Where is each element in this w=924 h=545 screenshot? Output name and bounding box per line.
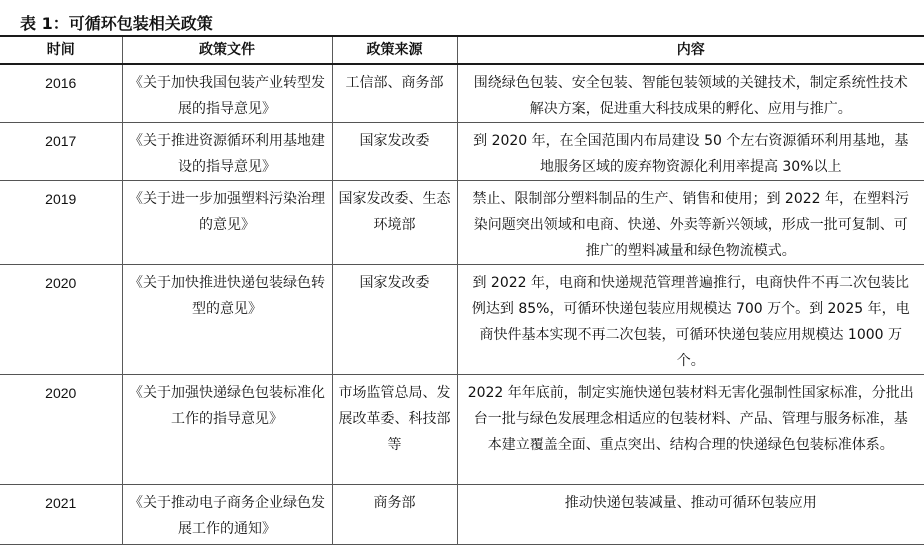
row-year: 2021 — [0, 485, 122, 545]
row-year: 2020 — [0, 265, 122, 375]
row-year: 2020 — [0, 375, 122, 485]
row-policy: 《关于加快我国包装产业转型发展的指导意见》 — [122, 64, 332, 123]
row-year: 2019 — [0, 181, 122, 265]
table-row — [0, 375, 924, 485]
table-row — [0, 123, 924, 181]
row-source: 市场监管总局、发展改革委、科技部等 — [332, 375, 457, 485]
row-content: 2022 年年底前，制定实施快递包装材料无害化强制性国家标准，分批出台一批与绿色发展理念相适应的包装材料、产品、管理与服务标准，基本建立覆盖全面、重点突出、结构合理的快递绿色包装标准体系。 — [467, 385, 914, 453]
policy-table — [0, 35, 924, 545]
header-content: 内容 — [457, 36, 924, 64]
row-year: 2016 — [0, 64, 122, 123]
table-header-row — [0, 36, 924, 64]
row-source: 国家发改委、生态环境部 — [332, 181, 457, 265]
row-source: 商务部 — [332, 485, 457, 545]
row-year: 2017 — [0, 123, 122, 181]
table-row — [0, 181, 924, 265]
row-content: 推动快递包装减量、推动可循环包装应用 — [564, 495, 817, 511]
table-row — [0, 64, 924, 123]
row-content: 到 2020 年，在全国范围内布局建设 50 个左右资源循环利用基地，基地服务区域的废弃物资源化利用率提高 30%以上 — [473, 133, 909, 175]
row-policy: 《关于进一步加强塑料污染治理的意见》 — [122, 181, 332, 265]
table-title: 表 1：可循环包装相关政策 — [20, 14, 213, 33]
header-policy-source: 政策来源 — [332, 36, 457, 64]
header-time: 时间 — [0, 36, 122, 64]
row-content: 到 2022 年，电商和快递规范管理普遍推行，电商快件不再二次包装比例达到 85%，可循环快递包装应用规模达 700 万个。到 2025 年，电商快件基本实现不再二次包装，可循环快递包装应用规模达 1000 万个。 — [471, 275, 910, 369]
table-row — [0, 485, 924, 545]
row-policy: 《关于加强快递绿色包装标准化工作的指导意见》 — [122, 375, 332, 485]
row-policy: 《关于推进资源循环利用基地建设的指导意见》 — [122, 123, 332, 181]
row-source: 国家发改委 — [332, 123, 457, 181]
row-policy: 《关于推动电子商务企业绿色发展工作的通知》 — [122, 485, 332, 545]
row-source: 国家发改委 — [332, 265, 457, 375]
row-policy: 《关于加快推进快递包装绿色转型的意见》 — [122, 265, 332, 375]
header-policy-document: 政策文件 — [122, 36, 332, 64]
row-content: 围绕绿色包装、安全包装、智能包装领域的关键技术，制定系统性技术解决方案，促进重大科技成果的孵化、应用与推广。 — [473, 75, 908, 117]
table-row — [0, 265, 924, 375]
row-content: 禁止、限制部分塑料制品的生产、销售和使用；到 2022 年，在塑料污染问题突出领域和电商、快递、外卖等新兴领域，形成一批可复制、可推广的塑料减量和绿色物流模式。 — [472, 191, 910, 259]
row-source: 工信部、商务部 — [332, 64, 457, 123]
